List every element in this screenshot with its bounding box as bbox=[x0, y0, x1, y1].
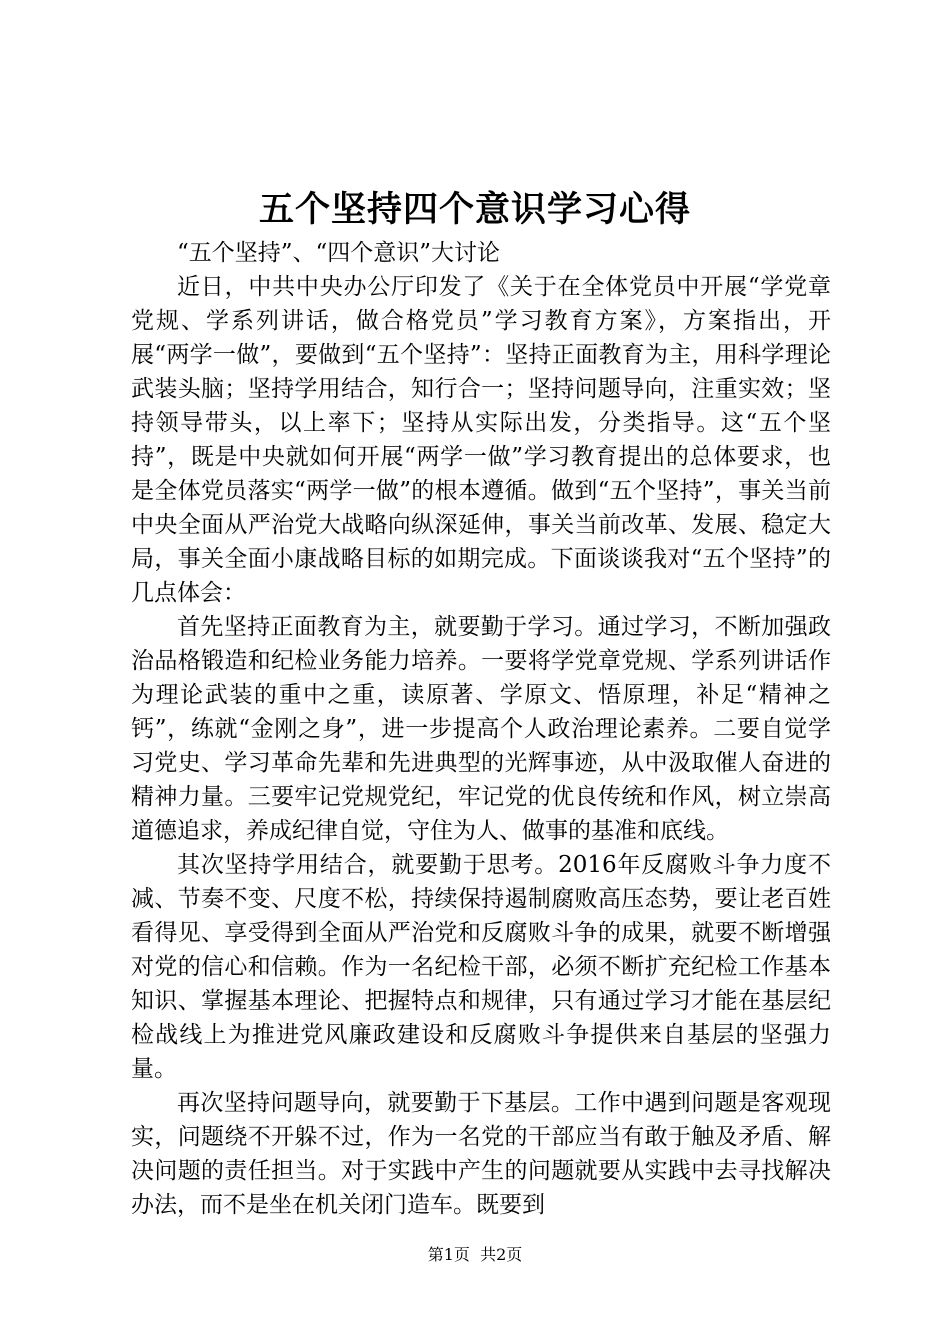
paragraph: 近日，中共中央办公厅印发了《关于在全体党员中开展“学党章党规、学系列讲话，做合格党员”学习教育方案》，方案指出，开展“两学一做”，要做到“五个坚持”：坚持正面教育为主，用科学理论武装头脑；坚持学用结合，知行合一；坚持问题导向，注重实效；坚持领导带头，以上率下；坚持从实际出发，分类指导。这“五个坚持”，既是中央就如何开展“两学一做”学习教育提出的总体要求，也是全体党员落实“两学一做”的根本遵循。做到“五个坚持”，事关当前中央全面从严治党大战略向纵深延伸，事关当前改革、发展、稳定大局，事关全面小康战略目标的如期完成。下面谈谈我对“五个坚持”的几点体会： bbox=[131, 274, 831, 606]
page-number: 第1页 bbox=[427, 1245, 470, 1264]
page-footer bbox=[0, 1244, 950, 1266]
paragraph: 再次坚持问题导向，就要勤于下基层。工作中遇到问题是客观现实，问题绕不开躲不过，作为一名党的干部应当有敢于触及矛盾、解决问题的责任担当。对于实践中产生的问题就要从实践中去寻找解决办法，而不是坐在机关闭门造车。既要到 bbox=[131, 1090, 831, 1218]
document-body bbox=[131, 236, 831, 1222]
document-subtitle: “五个坚持”、“四个意识”大讨论 bbox=[177, 240, 501, 266]
paragraph: 其次坚持学用结合，就要勤于思考。2016年反腐败斗争力度不减、节奏不变、尺度不松，持续保持遏制腐败高压态势，要让老百姓看得见、享受得到全面从严治党和反腐败斗争的成果，就要不断增强对党的信心和信赖。作为一名纪检干部，必须不断扩充纪检工作基本知识、掌握基本理论、把握特点和规律，只有通过学习才能在基层纪检战线上为推进党风廉政建设和反腐败斗争提供来自基层的坚强力量。 bbox=[131, 852, 831, 1082]
paragraph: 首先坚持正面教育为主，就要勤于学习。通过学习，不断加强政治品格锻造和纪检业务能力培养。一要将学党章党规、学系列讲话作为理论武装的重中之重，读原著、学原文、悟原理，补足“精神之钙”，练就“金刚之身”，进一步提高个人政治理论素养。二要自觉学习党史、学习革命先辈和先进典型的光辉事迹，从中汲取催人奋进的精神力量。三要牢记党规党纪，牢记党的优良传统和作风，树立崇高道德追求，养成纪律自觉，守住为人、做事的基准和底线。 bbox=[131, 614, 831, 844]
page-total: 共2页 bbox=[480, 1245, 523, 1264]
document-title: 五个坚持四个意识学习心得 bbox=[258, 189, 691, 230]
